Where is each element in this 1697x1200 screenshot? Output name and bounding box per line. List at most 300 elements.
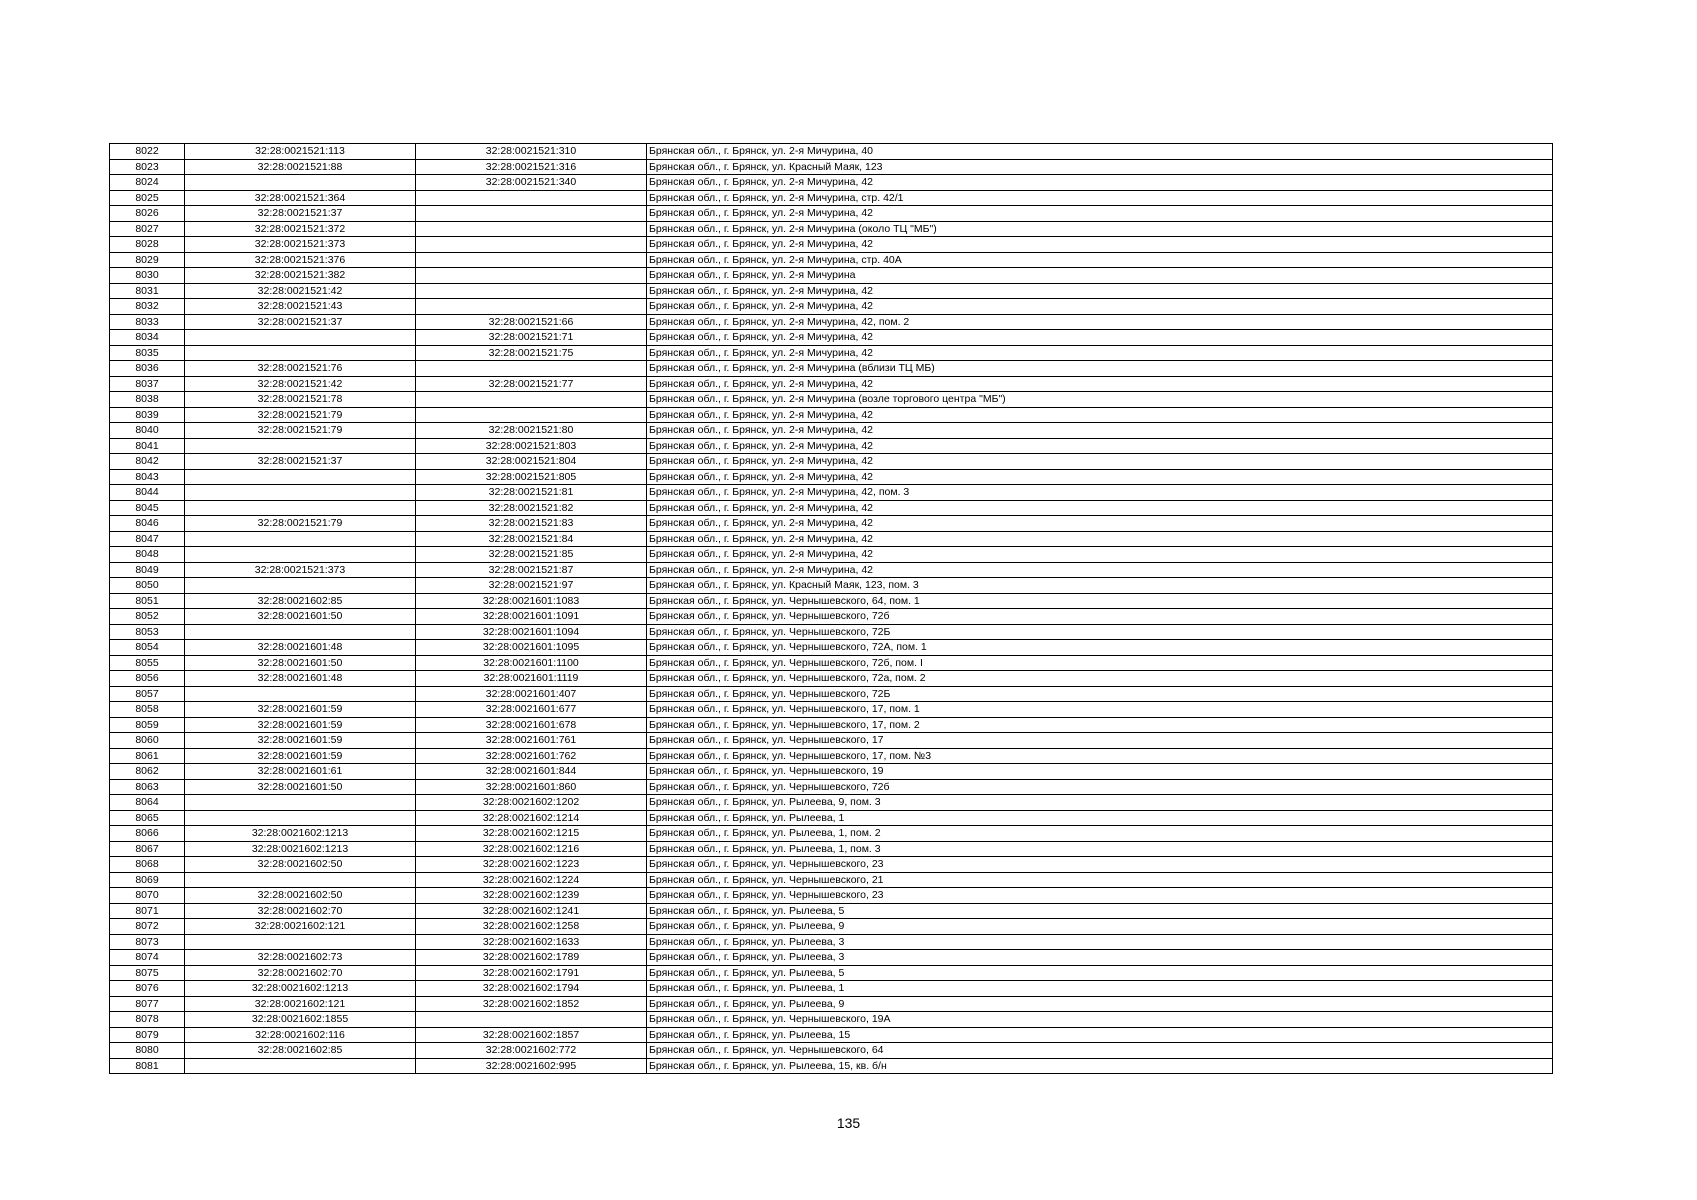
address-cell: Брянская обл., г. Брянск, ул. 2-я Мичурина, 42: [647, 376, 1553, 392]
row-number-cell: 8044: [110, 485, 185, 501]
address-cell: Брянская обл., г. Брянск, ул. 2-я Мичурина, 42: [647, 500, 1553, 516]
row-number-cell: 8028: [110, 237, 185, 253]
address-cell: Брянская обл., г. Брянск, ул. Чернышевского, 72Б: [647, 686, 1553, 702]
object-number-cell: 32:28:0021521:71: [416, 330, 647, 346]
parcel-number-cell: 32:28:0021601:61: [185, 764, 416, 780]
table-row: [110, 686, 1553, 702]
table-row: [110, 593, 1553, 609]
address-cell: Брянская обл., г. Брянск, ул. Чернышевского, 21: [647, 872, 1553, 888]
address-cell: Брянская обл., г. Брянск, ул. 2-я Мичурина, 42, пом. 3: [647, 485, 1553, 501]
table-row: [110, 609, 1553, 625]
address-cell: Брянская обл., г. Брянск, ул. 2-я Мичурина (вблизи ТЦ МБ): [647, 361, 1553, 377]
address-cell: Брянская обл., г. Брянск, ул. Рылеева, 3: [647, 950, 1553, 966]
table-row: [110, 159, 1553, 175]
parcel-number-cell: 32:28:0021601:59: [185, 702, 416, 718]
cadastral-table: [109, 143, 1553, 1074]
parcel-number-cell: 32:28:0021601:59: [185, 717, 416, 733]
address-cell: Брянская обл., г. Брянск, ул. Чернышевского, 72Б: [647, 624, 1553, 640]
object-number-cell: [416, 237, 647, 253]
object-number-cell: [416, 283, 647, 299]
row-number-cell: 8079: [110, 1027, 185, 1043]
parcel-number-cell: 32:28:0021602:70: [185, 965, 416, 981]
object-number-cell: 32:28:0021602:995: [416, 1058, 647, 1074]
table-row: [110, 252, 1553, 268]
object-number-cell: [416, 206, 647, 222]
parcel-number-cell: 32:28:0021521:37: [185, 206, 416, 222]
address-cell: Брянская обл., г. Брянск, ул. Чернышевского, 64: [647, 1043, 1553, 1059]
address-cell: Брянская обл., г. Брянск, ул. Чернышевского, 23: [647, 888, 1553, 904]
address-cell: Брянская обл., г. Брянск, ул. Чернышевского, 72а, пом. 2: [647, 671, 1553, 687]
parcel-number-cell: 32:28:0021521:42: [185, 283, 416, 299]
table-row: [110, 314, 1553, 330]
table-row: [110, 981, 1553, 997]
parcel-number-cell: [185, 795, 416, 811]
object-number-cell: 32:28:0021521:80: [416, 423, 647, 439]
row-number-cell: 8064: [110, 795, 185, 811]
address-cell: Брянская обл., г. Брянск, ул. Красный Маяк, 123: [647, 159, 1553, 175]
row-number-cell: 8032: [110, 299, 185, 315]
address-cell: Брянская обл., г. Брянск, ул. Рылеева, 15: [647, 1027, 1553, 1043]
object-number-cell: 32:28:0021601:678: [416, 717, 647, 733]
parcel-number-cell: 32:28:0021602:1855: [185, 1012, 416, 1028]
table-row: [110, 702, 1553, 718]
parcel-number-cell: 32:28:0021521:37: [185, 454, 416, 470]
row-number-cell: 8076: [110, 981, 185, 997]
table-row: [110, 361, 1553, 377]
object-number-cell: 32:28:0021521:87: [416, 562, 647, 578]
row-number-cell: 8080: [110, 1043, 185, 1059]
row-number-cell: 8048: [110, 547, 185, 563]
parcel-number-cell: 32:28:0021521:43: [185, 299, 416, 315]
address-cell: Брянская обл., г. Брянск, ул. Чернышевского, 17, пом. 1: [647, 702, 1553, 718]
parcel-number-cell: [185, 175, 416, 191]
parcel-number-cell: [185, 345, 416, 361]
parcel-number-cell: 32:28:0021602:85: [185, 1043, 416, 1059]
address-cell: Брянская обл., г. Брянск, ул. Чернышевского, 23: [647, 857, 1553, 873]
address-cell: Брянская обл., г. Брянск, ул. 2-я Мичурина, 42: [647, 237, 1553, 253]
table-row: [110, 531, 1553, 547]
object-number-cell: [416, 392, 647, 408]
row-number-cell: 8075: [110, 965, 185, 981]
parcel-number-cell: 32:28:0021521:79: [185, 407, 416, 423]
row-number-cell: 8081: [110, 1058, 185, 1074]
parcel-number-cell: 32:28:0021602:73: [185, 950, 416, 966]
row-number-cell: 8023: [110, 159, 185, 175]
address-cell: Брянская обл., г. Брянск, ул. Рылеева, 5: [647, 903, 1553, 919]
table-row: [110, 795, 1553, 811]
address-cell: Брянская обл., г. Брянск, ул. 2-я Мичурина (около ТЦ "МБ"): [647, 221, 1553, 237]
row-number-cell: 8077: [110, 996, 185, 1012]
table-row: [110, 779, 1553, 795]
parcel-number-cell: [185, 810, 416, 826]
row-number-cell: 8026: [110, 206, 185, 222]
row-number-cell: 8024: [110, 175, 185, 191]
table-row: [110, 345, 1553, 361]
object-number-cell: 32:28:0021601:844: [416, 764, 647, 780]
address-cell: Брянская обл., г. Брянск, ул. 2-я Мичурина, стр. 40А: [647, 252, 1553, 268]
address-cell: Брянская обл., г. Брянск, ул. Чернышевского, 64, пом. 1: [647, 593, 1553, 609]
object-number-cell: 32:28:0021602:1794: [416, 981, 647, 997]
table-row: [110, 888, 1553, 904]
object-number-cell: 32:28:0021601:1094: [416, 624, 647, 640]
table-row: [110, 717, 1553, 733]
address-cell: Брянская обл., г. Брянск, ул. Чернышевского, 72б: [647, 609, 1553, 625]
object-number-cell: [416, 1012, 647, 1028]
table-row: [110, 1043, 1553, 1059]
row-number-cell: 8041: [110, 438, 185, 454]
row-number-cell: 8031: [110, 283, 185, 299]
address-cell: Брянская обл., г. Брянск, ул. Чернышевского, 19А: [647, 1012, 1553, 1028]
table-row: [110, 485, 1553, 501]
address-cell: Брянская обл., г. Брянск, ул. 2-я Мичурина, 42: [647, 423, 1553, 439]
address-cell: Брянская обл., г. Брянск, ул. Чернышевского, 72б, пом. I: [647, 655, 1553, 671]
parcel-number-cell: 32:28:0021521:79: [185, 423, 416, 439]
table-row: [110, 144, 1553, 160]
object-number-cell: 32:28:0021521:85: [416, 547, 647, 563]
address-cell: Брянская обл., г. Брянск, ул. Чернышевского, 17, пом. 2: [647, 717, 1553, 733]
row-number-cell: 8060: [110, 733, 185, 749]
object-number-cell: [416, 299, 647, 315]
address-cell: Брянская обл., г. Брянск, ул. Рылеева, 9, пом. 3: [647, 795, 1553, 811]
table-row: [110, 547, 1553, 563]
row-number-cell: 8072: [110, 919, 185, 935]
table-row: [110, 810, 1553, 826]
object-number-cell: 32:28:0021602:1852: [416, 996, 647, 1012]
parcel-number-cell: [185, 330, 416, 346]
parcel-number-cell: [185, 1058, 416, 1074]
parcel-number-cell: [185, 531, 416, 547]
parcel-number-cell: 32:28:0021601:48: [185, 640, 416, 656]
table-row: [110, 934, 1553, 950]
row-number-cell: 8030: [110, 268, 185, 284]
address-cell: Брянская обл., г. Брянск, ул. 2-я Мичурина (возле торгового центра "МБ"): [647, 392, 1553, 408]
object-number-cell: [416, 268, 647, 284]
row-number-cell: 8058: [110, 702, 185, 718]
object-number-cell: 32:28:0021521:316: [416, 159, 647, 175]
row-number-cell: 8033: [110, 314, 185, 330]
parcel-number-cell: 32:28:0021521:78: [185, 392, 416, 408]
row-number-cell: 8027: [110, 221, 185, 237]
object-number-cell: 32:28:0021602:772: [416, 1043, 647, 1059]
address-cell: Брянская обл., г. Брянск, ул. 2-я Мичурина, 42: [647, 516, 1553, 532]
row-number-cell: 8045: [110, 500, 185, 516]
parcel-number-cell: 32:28:0021521:373: [185, 237, 416, 253]
object-number-cell: 32:28:0021602:1241: [416, 903, 647, 919]
table-row: [110, 392, 1553, 408]
row-number-cell: 8056: [110, 671, 185, 687]
table-row: [110, 640, 1553, 656]
table-row: [110, 237, 1553, 253]
address-cell: Брянская обл., г. Брянск, ул. Рылеева, 9: [647, 919, 1553, 935]
table-row: [110, 423, 1553, 439]
parcel-number-cell: 32:28:0021602:1213: [185, 826, 416, 842]
parcel-number-cell: 32:28:0021521:76: [185, 361, 416, 377]
parcel-number-cell: [185, 578, 416, 594]
object-number-cell: 32:28:0021601:677: [416, 702, 647, 718]
parcel-number-cell: 32:28:0021602:116: [185, 1027, 416, 1043]
parcel-number-cell: 32:28:0021521:382: [185, 268, 416, 284]
address-cell: Брянская обл., г. Брянск, ул. Рылеева, 1, пом. 2: [647, 826, 1553, 842]
table-row: [110, 407, 1553, 423]
parcel-number-cell: 32:28:0021601:50: [185, 779, 416, 795]
row-number-cell: 8029: [110, 252, 185, 268]
object-number-cell: 32:28:0021521:77: [416, 376, 647, 392]
row-number-cell: 8067: [110, 841, 185, 857]
parcel-number-cell: [185, 547, 416, 563]
address-cell: Брянская обл., г. Брянск, ул. Рылеева, 9: [647, 996, 1553, 1012]
table-row: [110, 655, 1553, 671]
row-number-cell: 8052: [110, 609, 185, 625]
table-row: [110, 376, 1553, 392]
table-row: [110, 841, 1553, 857]
row-number-cell: 8059: [110, 717, 185, 733]
row-number-cell: 8043: [110, 469, 185, 485]
parcel-number-cell: 32:28:0021602:70: [185, 903, 416, 919]
object-number-cell: [416, 190, 647, 206]
parcel-number-cell: [185, 934, 416, 950]
parcel-number-cell: [185, 624, 416, 640]
table-row: [110, 826, 1553, 842]
address-cell: Брянская обл., г. Брянск, ул. Чернышевского, 17, пом. №3: [647, 748, 1553, 764]
table-row: [110, 903, 1553, 919]
address-cell: Брянская обл., г. Брянск, ул. 2-я Мичурина, 42: [647, 283, 1553, 299]
table-row: [110, 733, 1553, 749]
object-number-cell: 32:28:0021602:1633: [416, 934, 647, 950]
parcel-number-cell: 32:28:0021601:50: [185, 655, 416, 671]
parcel-number-cell: 32:28:0021521:79: [185, 516, 416, 532]
object-number-cell: 32:28:0021521:83: [416, 516, 647, 532]
parcel-number-cell: 32:28:0021521:113: [185, 144, 416, 160]
parcel-number-cell: 32:28:0021521:376: [185, 252, 416, 268]
page-number: 135: [836, 1115, 861, 1131]
address-cell: Брянская обл., г. Брянск, ул. 2-я Мичурина, 42, пом. 2: [647, 314, 1553, 330]
table-row: [110, 857, 1553, 873]
parcel-number-cell: 32:28:0021521:88: [185, 159, 416, 175]
object-number-cell: 32:28:0021521:81: [416, 485, 647, 501]
address-cell: Брянская обл., г. Брянск, ул. Чернышевского, 72б: [647, 779, 1553, 795]
row-number-cell: 8049: [110, 562, 185, 578]
table-row: [110, 206, 1553, 222]
object-number-cell: 32:28:0021521:804: [416, 454, 647, 470]
table-row: [110, 175, 1553, 191]
row-number-cell: 8066: [110, 826, 185, 842]
table-row: [110, 190, 1553, 206]
row-number-cell: 8051: [110, 593, 185, 609]
object-number-cell: 32:28:0021601:407: [416, 686, 647, 702]
address-cell: Брянская обл., г. Брянск, ул. Чернышевского, 72А, пом. 1: [647, 640, 1553, 656]
parcel-number-cell: [185, 485, 416, 501]
parcel-number-cell: 32:28:0021601:50: [185, 609, 416, 625]
address-cell: Брянская обл., г. Брянск, ул. Рылеева, 3: [647, 934, 1553, 950]
address-cell: Брянская обл., г. Брянск, ул. 2-я Мичурина, 42: [647, 547, 1553, 563]
address-cell: Брянская обл., г. Брянск, ул. Рылеева, 1, пом. 3: [647, 841, 1553, 857]
object-number-cell: [416, 221, 647, 237]
parcel-number-cell: 32:28:0021521:37: [185, 314, 416, 330]
parcel-number-cell: 32:28:0021602:85: [185, 593, 416, 609]
parcel-number-cell: [185, 872, 416, 888]
table-row: [110, 748, 1553, 764]
row-number-cell: 8057: [110, 686, 185, 702]
table-row: [110, 1012, 1553, 1028]
object-number-cell: 32:28:0021602:1224: [416, 872, 647, 888]
object-number-cell: 32:28:0021601:1083: [416, 593, 647, 609]
object-number-cell: 32:28:0021602:1202: [416, 795, 647, 811]
parcel-number-cell: 32:28:0021602:50: [185, 857, 416, 873]
table-row: [110, 624, 1553, 640]
table-row: [110, 330, 1553, 346]
row-number-cell: 8054: [110, 640, 185, 656]
parcel-number-cell: 32:28:0021602:1213: [185, 981, 416, 997]
row-number-cell: 8034: [110, 330, 185, 346]
address-cell: Брянская обл., г. Брянск, ул. 2-я Мичурина, 42: [647, 454, 1553, 470]
parcel-number-cell: [185, 438, 416, 454]
parcel-number-cell: 32:28:0021602:1213: [185, 841, 416, 857]
row-number-cell: 8038: [110, 392, 185, 408]
object-number-cell: 32:28:0021602:1215: [416, 826, 647, 842]
parcel-number-cell: [185, 686, 416, 702]
object-number-cell: 32:28:0021601:1091: [416, 609, 647, 625]
table-row: [110, 1027, 1553, 1043]
object-number-cell: 32:28:0021602:1223: [416, 857, 647, 873]
row-number-cell: 8037: [110, 376, 185, 392]
table-row: [110, 268, 1553, 284]
row-number-cell: 8071: [110, 903, 185, 919]
table-row: [110, 996, 1553, 1012]
object-number-cell: 32:28:0021521:82: [416, 500, 647, 516]
parcel-number-cell: 32:28:0021602:121: [185, 996, 416, 1012]
table-row: [110, 872, 1553, 888]
row-number-cell: 8078: [110, 1012, 185, 1028]
row-number-cell: 8069: [110, 872, 185, 888]
parcel-number-cell: 32:28:0021602:50: [185, 888, 416, 904]
object-number-cell: 32:28:0021601:860: [416, 779, 647, 795]
row-number-cell: 8025: [110, 190, 185, 206]
row-number-cell: 8035: [110, 345, 185, 361]
object-number-cell: 32:28:0021521:97: [416, 578, 647, 594]
table-row: [110, 764, 1553, 780]
object-number-cell: 32:28:0021602:1214: [416, 810, 647, 826]
address-cell: Брянская обл., г. Брянск, ул. 2-я Мичурина, 40: [647, 144, 1553, 160]
row-number-cell: 8062: [110, 764, 185, 780]
object-number-cell: 32:28:0021521:84: [416, 531, 647, 547]
object-number-cell: 32:28:0021521:75: [416, 345, 647, 361]
parcel-number-cell: 32:28:0021521:364: [185, 190, 416, 206]
object-number-cell: 32:28:0021602:1791: [416, 965, 647, 981]
object-number-cell: 32:28:0021602:1216: [416, 841, 647, 857]
object-number-cell: 32:28:0021602:1789: [416, 950, 647, 966]
table-row: [110, 671, 1553, 687]
address-cell: Брянская обл., г. Брянск, ул. 2-я Мичурина, 42: [647, 407, 1553, 423]
object-number-cell: [416, 361, 647, 377]
object-number-cell: 32:28:0021521:340: [416, 175, 647, 191]
parcel-number-cell: 32:28:0021601:48: [185, 671, 416, 687]
address-cell: Брянская обл., г. Брянск, ул. 2-я Мичурина, 42: [647, 299, 1553, 315]
address-cell: Брянская обл., г. Брянск, ул. Рылеева, 1: [647, 981, 1553, 997]
parcel-number-cell: [185, 469, 416, 485]
row-number-cell: 8061: [110, 748, 185, 764]
table-row: [110, 454, 1553, 470]
parcel-number-cell: 32:28:0021521:42: [185, 376, 416, 392]
address-cell: Брянская обл., г. Брянск, ул. 2-я Мичурина, 42: [647, 469, 1553, 485]
object-number-cell: 32:28:0021521:803: [416, 438, 647, 454]
table-row: [110, 1058, 1553, 1074]
row-number-cell: 8073: [110, 934, 185, 950]
address-cell: Брянская обл., г. Брянск, ул. Рылеева, 15, кв. б/н: [647, 1058, 1553, 1074]
address-cell: Брянская обл., г. Брянск, ул. Чернышевского, 19: [647, 764, 1553, 780]
row-number-cell: 8046: [110, 516, 185, 532]
row-number-cell: 8047: [110, 531, 185, 547]
table-row: [110, 919, 1553, 935]
parcel-number-cell: 32:28:0021521:372: [185, 221, 416, 237]
table-row: [110, 965, 1553, 981]
table-row: [110, 221, 1553, 237]
object-number-cell: 32:28:0021602:1258: [416, 919, 647, 935]
address-cell: Брянская обл., г. Брянск, ул. 2-я Мичурина, 42: [647, 438, 1553, 454]
row-number-cell: 8040: [110, 423, 185, 439]
row-number-cell: 8053: [110, 624, 185, 640]
address-cell: Брянская обл., г. Брянск, ул. Рылеева, 5: [647, 965, 1553, 981]
object-number-cell: 32:28:0021601:1119: [416, 671, 647, 687]
row-number-cell: 8036: [110, 361, 185, 377]
table-row: [110, 578, 1553, 594]
address-cell: Брянская обл., г. Брянск, ул. 2-я Мичурина, 42: [647, 175, 1553, 191]
object-number-cell: 32:28:0021602:1857: [416, 1027, 647, 1043]
row-number-cell: 8074: [110, 950, 185, 966]
address-cell: Брянская обл., г. Брянск, ул. 2-я Мичурина, 42: [647, 531, 1553, 547]
parcel-number-cell: [185, 500, 416, 516]
row-number-cell: 8063: [110, 779, 185, 795]
address-cell: Брянская обл., г. Брянск, ул. 2-я Мичурина: [647, 268, 1553, 284]
address-cell: Брянская обл., г. Брянск, ул. 2-я Мичурина, 42: [647, 345, 1553, 361]
address-cell: Брянская обл., г. Брянск, ул. 2-я Мичурина, 42: [647, 206, 1553, 222]
table-row: [110, 562, 1553, 578]
document-table-container: [109, 143, 1552, 1074]
address-cell: Брянская обл., г. Брянск, ул. Красный Маяк, 123, пом. 3: [647, 578, 1553, 594]
object-number-cell: 32:28:0021602:1239: [416, 888, 647, 904]
parcel-number-cell: 32:28:0021602:121: [185, 919, 416, 935]
object-number-cell: 32:28:0021601:1100: [416, 655, 647, 671]
table-row: [110, 500, 1553, 516]
row-number-cell: 8022: [110, 144, 185, 160]
table-body: [110, 144, 1553, 1074]
object-number-cell: 32:28:0021521:66: [416, 314, 647, 330]
object-number-cell: 32:28:0021601:1095: [416, 640, 647, 656]
object-number-cell: [416, 252, 647, 268]
address-cell: Брянская обл., г. Брянск, ул. Рылеева, 1: [647, 810, 1553, 826]
row-number-cell: 8039: [110, 407, 185, 423]
address-cell: Брянская обл., г. Брянск, ул. 2-я Мичурина, 42: [647, 330, 1553, 346]
table-row: [110, 516, 1553, 532]
table-row: [110, 950, 1553, 966]
table-row: [110, 299, 1553, 315]
address-cell: Брянская обл., г. Брянск, ул. 2-я Мичурина, стр. 42/1: [647, 190, 1553, 206]
row-number-cell: 8070: [110, 888, 185, 904]
object-number-cell: 32:28:0021601:761: [416, 733, 647, 749]
object-number-cell: 32:28:0021601:762: [416, 748, 647, 764]
table-row: [110, 438, 1553, 454]
object-number-cell: [416, 407, 647, 423]
row-number-cell: 8055: [110, 655, 185, 671]
row-number-cell: 8068: [110, 857, 185, 873]
parcel-number-cell: 32:28:0021521:373: [185, 562, 416, 578]
address-cell: Брянская обл., г. Брянск, ул. 2-я Мичурина, 42: [647, 562, 1553, 578]
row-number-cell: 8050: [110, 578, 185, 594]
row-number-cell: 8042: [110, 454, 185, 470]
address-cell: Брянская обл., г. Брянск, ул. Чернышевского, 17: [647, 733, 1553, 749]
object-number-cell: 32:28:0021521:310: [416, 144, 647, 160]
parcel-number-cell: 32:28:0021601:59: [185, 733, 416, 749]
parcel-number-cell: 32:28:0021601:59: [185, 748, 416, 764]
